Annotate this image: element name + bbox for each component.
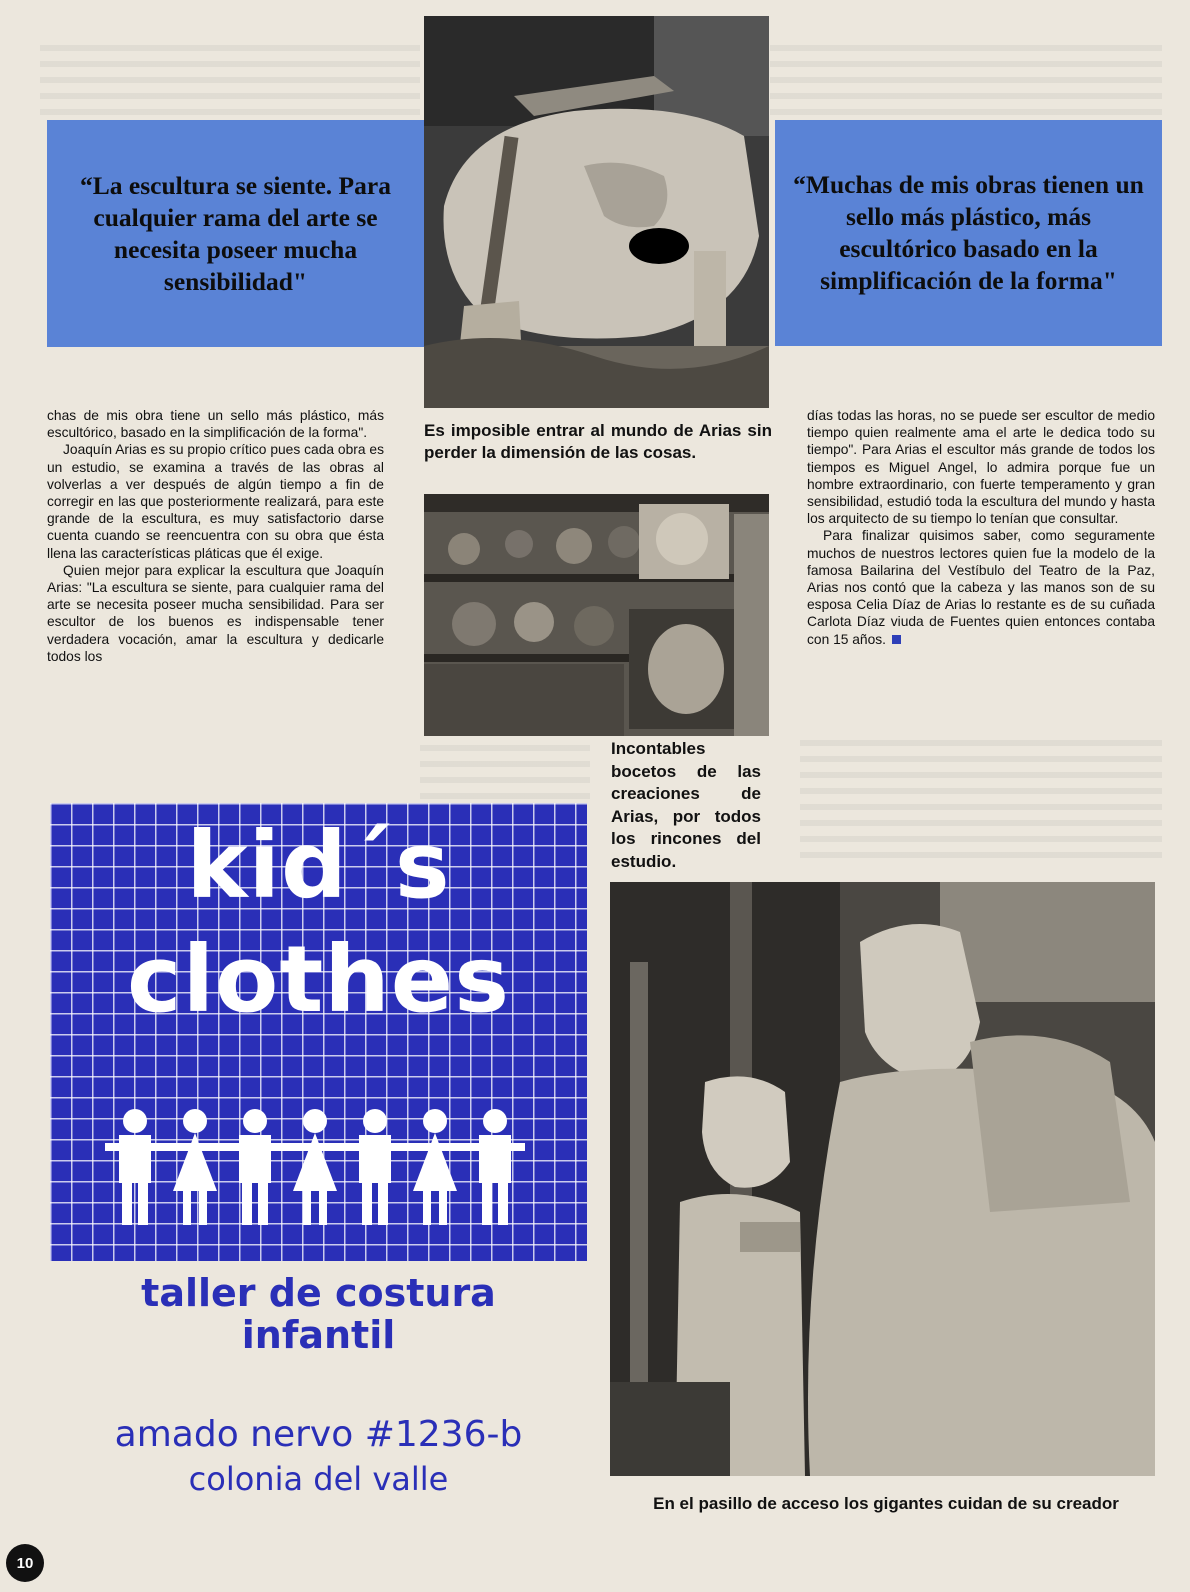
article-column-left <box>47 407 384 665</box>
show-through-mid <box>420 745 590 805</box>
ad-address-line2: colonia del valle <box>188 1460 449 1498</box>
paper-doll-figure <box>405 1109 465 1225</box>
caption-giant-statues: En el pasillo de acceso los gigantes cuidan de su creador <box>653 1494 1119 1513</box>
ad-tagline-line2: infantil <box>241 1313 396 1357</box>
paper-doll-figure <box>345 1109 405 1225</box>
paper-doll-figure <box>465 1109 525 1225</box>
page-number: 10 <box>6 1544 44 1582</box>
pull-quote-left <box>47 120 424 347</box>
article-paragraph: Quien mejor para explicar la escultura que Joaquín Arias: "La escultura se siente, para cualquier rama del arte se necesita poseer mucha sensibilidad. Para ser escultor de los buenos es indispensable tener verdadera vocación, amar la escultura y dedicarle todos los <box>47 562 384 664</box>
paper-doll-figure <box>105 1109 165 1225</box>
show-through-right <box>770 45 1162 115</box>
article-column-right <box>807 407 1155 648</box>
ad-word-kids: kid´s <box>186 812 451 919</box>
ad-tagline-line1: taller de costura <box>141 1271 496 1315</box>
ad-address-line1: amado nervo #1236-b <box>114 1414 523 1455</box>
article-paragraph: Para finalizar quisimos saber, como seguramente muchos de nuestros lectores quien fue la modelo de la famosa Bailarina del Vestíbulo del Teatro de la Paz, Arias nos contó que la cabeza y las manos son de su esposa Celia Díaz de Arias lo restante es de su cuñada Carlota Díaz viuda de Fuentes quien entonces contaba con 15 años. <box>807 528 1155 647</box>
pull-quote-right-text: “Muchas de mis obras tienen un sello más plástico, más escultórico basado en la simplificación de la forma" <box>793 170 1144 295</box>
article-paragraph: días todas las horas, no se puede ser escultor de medio tiempo quien realmente ama el arte le dedica todo su tiempo". Para Arias el escultor más grande de todos los tiempos es Miguel Angel, lo admira porque fue un hombre extraordinario, con fuerte temperamento y gran sensibilidad, estudió toda la escultura del mundo y hasta los arquitecto de su tiempo lo tenían que consultar. <box>807 408 1155 527</box>
paper-doll-figure <box>285 1109 345 1225</box>
ad-word-clothes: clothes <box>127 926 510 1033</box>
paper-dolls-icon <box>105 1103 535 1233</box>
pull-quote-right <box>775 120 1162 346</box>
photo-giant-statues <box>610 882 1155 1476</box>
article-paragraph: Joaquín Arias es su propio crítico pues cada obra es un estudio, se examina a través de las obras al volverlas a ver después de algún tiempo a fin de corregir en las que posteriormente realizará, para este grande de la escultura, es muy satisfactorio darse cuenta cuando se reencuentra con su obra que ésta llena las características pláticas que él exige. <box>47 442 384 561</box>
ad-kids-clothes-banner <box>50 803 587 1261</box>
show-through-left <box>40 45 420 115</box>
photo-head-sculpture <box>424 16 769 408</box>
paper-doll-figure <box>165 1109 225 1225</box>
paper-doll-figure <box>225 1109 285 1225</box>
caption-head-sculpture: Es imposible entrar al mundo de Arias sin perder la dimensión de las cosas. <box>424 421 772 462</box>
show-through-bottom <box>800 740 1162 860</box>
caption-sketches: Incontables bocetos de las creaciones de Arias, por todos los rincones del estudio. <box>611 739 761 871</box>
pull-quote-left-text: “La escultura se siente. Para cualquier rama del arte se necesita poseer mucha sensibilidad" <box>80 170 391 296</box>
article-paragraph: chas de mis obra tiene un sello más plástico, más escultórico, basado en la simplificación de la forma". <box>47 408 384 441</box>
photo-sketches-shelves <box>424 494 769 736</box>
end-of-article-mark <box>892 635 901 644</box>
